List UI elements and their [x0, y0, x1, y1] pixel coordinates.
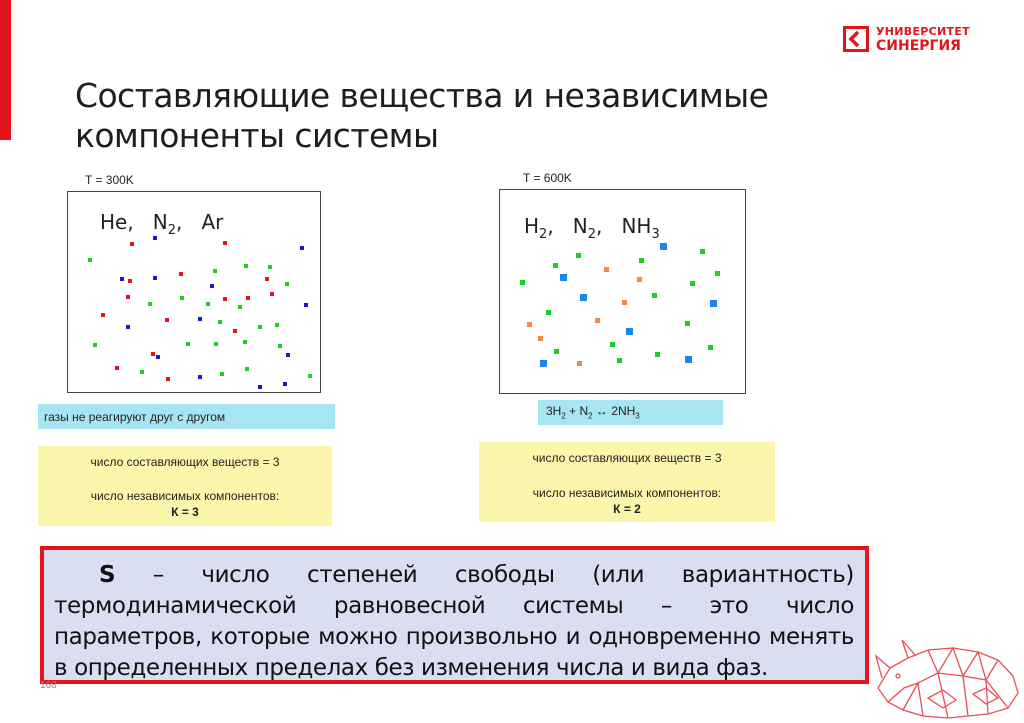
right-dots-dot	[700, 249, 705, 254]
left-dots-dot	[198, 375, 202, 379]
right-dots-dot	[553, 263, 558, 268]
left-dots-dot	[283, 382, 287, 386]
left-species-0-sep: ,	[127, 210, 141, 234]
left-dots-dot	[278, 344, 282, 348]
right-dots-dot	[554, 349, 559, 354]
right-species-2-base: NH	[621, 214, 652, 238]
reaction-arrow: ↔	[592, 404, 612, 419]
left-dots-dot	[165, 318, 169, 322]
right-summary-box	[479, 442, 775, 522]
definition-box	[40, 546, 869, 684]
logo-line2: СИНЕРГИЯ	[876, 38, 961, 54]
right-dots-dot	[660, 243, 667, 250]
left-dots-dot	[140, 370, 144, 374]
right-dots-dot	[708, 345, 713, 350]
right-k-value: К = 2	[613, 502, 641, 516]
definition-line4: в определенных пределах без изменения числа и вида фаз.	[54, 655, 768, 681]
left-dots-dot	[166, 377, 170, 381]
right-species-0-sep: ,	[547, 214, 561, 238]
logo	[843, 22, 970, 56]
left-dots-dot	[245, 367, 249, 371]
left-dots-dot	[186, 342, 190, 346]
right-temperature: T = 600K	[523, 171, 572, 185]
left-note: газы не реагируют друг с другом	[44, 409, 226, 424]
right-dots-dot	[577, 361, 582, 366]
right-dots-dot	[527, 322, 532, 327]
left-dots-dot	[243, 340, 247, 344]
left-dots-dot	[93, 343, 97, 347]
logo-mark-icon	[843, 26, 869, 52]
right-species-0-base: H	[524, 214, 540, 238]
left-dots-dot	[115, 366, 119, 370]
reaction-sub-2: 2	[588, 411, 593, 421]
left-dots-dot	[218, 320, 222, 324]
left-dots-dot	[223, 297, 227, 301]
left-dots-dot	[130, 242, 134, 246]
right-dots-dot	[546, 310, 551, 315]
right-dots-dot	[580, 294, 587, 301]
page-number: 168	[40, 680, 57, 691]
definition-text	[54, 560, 854, 684]
left-dots-dot	[151, 352, 155, 356]
left-summary-box	[38, 446, 332, 526]
left-dots-dot	[238, 305, 242, 309]
right-dots-dot	[560, 274, 567, 281]
right-dots-dot	[652, 293, 657, 298]
left-dots-dot	[304, 303, 308, 307]
left-dots-dot	[198, 317, 202, 321]
right-dots-dot	[655, 352, 660, 357]
left-note-box	[38, 404, 335, 429]
left-dots-dot	[258, 325, 262, 329]
left-dots-dot	[128, 279, 132, 283]
right-dots-dot	[685, 356, 692, 363]
right-dots-dot	[690, 281, 695, 286]
right-dots-dot	[595, 318, 600, 323]
right-dots-dot	[715, 271, 720, 276]
left-dots-dot	[206, 302, 210, 306]
definition-line3: параметров, которые можно произвольно и одновременно менять	[54, 624, 854, 650]
left-independent-line: число независимых компонентов:	[90, 489, 280, 503]
left-dots-dot	[258, 385, 262, 389]
left-dots-dot	[268, 265, 272, 269]
left-dots-dot	[148, 302, 152, 306]
left-dots-dot	[156, 355, 160, 359]
left-dots-dot	[101, 313, 105, 317]
left-dots-dot	[270, 292, 274, 296]
left-species-formula	[100, 210, 223, 238]
right-dots-dot	[685, 321, 690, 326]
left-species-0-base: He	[100, 210, 128, 234]
left-dots-dot	[233, 329, 237, 333]
right-dots-dot	[538, 336, 543, 341]
left-dots-dot	[220, 372, 224, 376]
right-species-0-sub: 2	[539, 227, 548, 242]
reaction-box	[538, 400, 723, 425]
definition-line1: – число степеней свободы (или вариантность)	[115, 562, 854, 588]
reaction-equation	[546, 404, 640, 420]
right-species-1-sep: ,	[596, 214, 609, 238]
right-dots-dot	[622, 300, 627, 305]
right-dots-dot	[540, 360, 547, 367]
right-dots-dot	[626, 328, 633, 335]
right-species-formula	[524, 214, 660, 242]
left-temperature: T = 300K	[85, 173, 134, 187]
reaction-part-2: + N	[565, 404, 589, 419]
left-species-1-sub: 2	[167, 223, 177, 238]
definition-line2: термодинамической равновесной системы – это число	[54, 593, 854, 619]
left-dots-dot	[286, 353, 290, 357]
left-dots-dot	[120, 277, 124, 281]
left-dots-dot	[308, 374, 312, 378]
right-dots-dot	[639, 258, 644, 263]
left-dots-dot	[244, 264, 248, 268]
right-species-1-base: N	[572, 214, 588, 238]
left-components-line: число составляющих веществ = 3	[90, 455, 280, 469]
reaction-part-3: 2NH	[611, 404, 636, 419]
right-species-2-sub: 3	[651, 227, 660, 242]
left-dots-dot	[246, 296, 250, 300]
left-dots-dot	[126, 295, 130, 299]
right-dots-dot	[604, 267, 609, 272]
left-dots-dot	[285, 282, 289, 286]
page-title: Составляющие вещества и независимые компоненты системы	[75, 76, 769, 155]
left-species-1-sep: ,	[176, 210, 189, 234]
left-species-1-base: N	[152, 210, 168, 234]
left-dots-dot	[88, 258, 92, 262]
left-dots-dot	[265, 277, 269, 281]
logo-line1: УНИВЕРСИТЕТ	[876, 25, 970, 38]
rhino-mascot-icon	[868, 628, 1024, 723]
right-dots-dot	[710, 300, 717, 307]
left-dots-dot	[213, 269, 217, 273]
left-k-value: К = 3	[171, 505, 199, 519]
right-dots-dot	[637, 277, 642, 282]
reaction-sub-3: 3	[635, 411, 640, 421]
right-species-1-sub: 2	[587, 227, 597, 242]
left-dots-dot	[300, 246, 304, 250]
left-dots-dot	[275, 323, 279, 327]
right-dots-dot	[520, 280, 525, 285]
left-dots-dot	[126, 325, 130, 329]
right-dots-dot	[610, 342, 615, 347]
reaction-part-1: 3H	[546, 404, 562, 419]
reaction-sub-1: 2	[561, 411, 566, 421]
right-dots-dot	[576, 253, 581, 258]
definition-symbol: S	[99, 562, 116, 588]
left-species-2-base: Ar	[201, 210, 224, 234]
left-dots-dot	[179, 272, 183, 276]
left-dots-dot	[223, 241, 227, 245]
accent-bar	[0, 0, 11, 140]
right-components-line: число составляющих веществ = 3	[532, 451, 722, 465]
left-dots-dot	[214, 342, 218, 346]
left-dots-dot	[180, 296, 184, 300]
left-dots-dot	[210, 284, 214, 288]
left-dots-dot	[153, 276, 157, 280]
right-dots-dot	[617, 358, 622, 363]
right-independent-line: число независимых компонентов:	[532, 486, 722, 500]
